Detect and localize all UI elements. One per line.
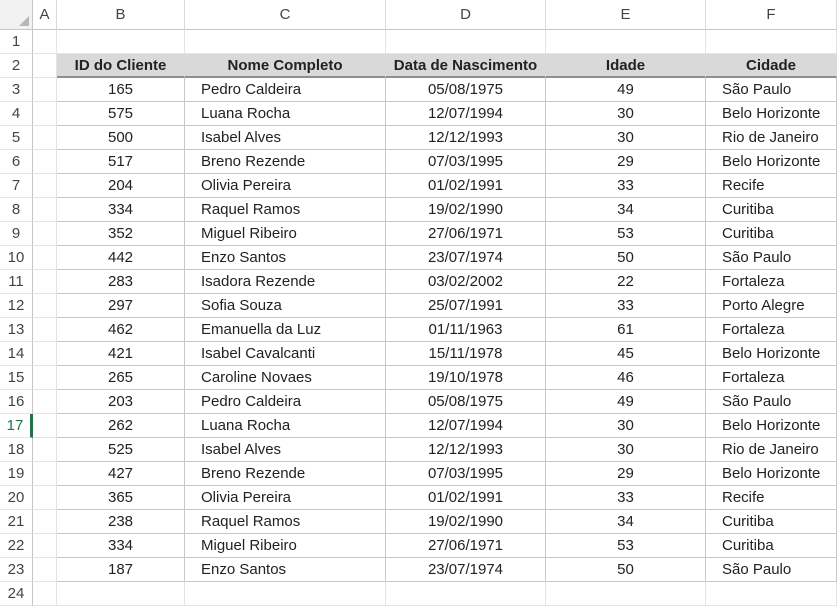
table-cell[interactable]: 19/02/1990 <box>386 198 546 222</box>
table-row <box>33 510 837 534</box>
table-row <box>33 198 837 222</box>
table-header-cell[interactable]: Cidade <box>706 54 837 78</box>
table-cell[interactable]: Sofia Souza <box>185 294 386 318</box>
table-cell[interactable]: Curitiba <box>706 198 837 222</box>
table-cell[interactable]: 575 <box>57 102 185 126</box>
row-header-4[interactable]: 4 <box>0 102 33 126</box>
cell[interactable] <box>33 270 57 294</box>
table-cell[interactable]: São Paulo <box>706 78 837 102</box>
row-header-18[interactable]: 18 <box>0 438 33 462</box>
row-header-9[interactable]: 9 <box>0 222 33 246</box>
table-cell[interactable]: São Paulo <box>706 558 837 582</box>
row-header-19[interactable]: 19 <box>0 462 33 486</box>
table-cell[interactable]: 19/10/1978 <box>386 366 546 390</box>
table-cell[interactable]: 462 <box>57 318 185 342</box>
table-cell[interactable]: Enzo Santos <box>185 558 386 582</box>
cell[interactable] <box>33 414 57 438</box>
cell[interactable] <box>33 438 57 462</box>
table-cell[interactable]: Fortaleza <box>706 270 837 294</box>
table-row <box>33 462 837 486</box>
table-cell[interactable]: 442 <box>57 246 185 270</box>
cell[interactable] <box>33 534 57 558</box>
column-header-a[interactable]: A <box>33 0 57 30</box>
table-row <box>33 366 837 390</box>
cell[interactable] <box>33 102 57 126</box>
table-row <box>33 318 837 342</box>
table-cell[interactable]: 165 <box>57 78 185 102</box>
table-cell[interactable]: 45 <box>546 342 706 366</box>
row-header-20[interactable]: 20 <box>0 486 33 510</box>
table-cell[interactable]: Breno Rezende <box>185 462 386 486</box>
table-cell[interactable]: 34 <box>546 510 706 534</box>
table-cell[interactable]: Fortaleza <box>706 366 837 390</box>
table-cell[interactable]: Belo Horizonte <box>706 342 837 366</box>
row-headers <box>0 30 33 606</box>
table-cell[interactable]: Raquel Ramos <box>185 198 386 222</box>
table-cell[interactable]: 29 <box>546 150 706 174</box>
table-row <box>33 222 837 246</box>
row-header-15[interactable]: 15 <box>0 366 33 390</box>
table-cell[interactable]: 525 <box>57 438 185 462</box>
table-row <box>33 558 837 582</box>
cell[interactable] <box>33 126 57 150</box>
row-header-14[interactable]: 14 <box>0 342 33 366</box>
cell[interactable] <box>386 30 546 54</box>
cell[interactable] <box>33 582 57 606</box>
cell[interactable] <box>33 246 57 270</box>
table-cell[interactable]: 334 <box>57 198 185 222</box>
row-header-23[interactable]: 23 <box>0 558 33 582</box>
table-cell[interactable]: 53 <box>546 534 706 558</box>
table-cell[interactable]: 01/02/1991 <box>386 174 546 198</box>
table-row <box>33 150 837 174</box>
table-cell[interactable]: 49 <box>546 390 706 414</box>
cell[interactable] <box>33 54 57 78</box>
table-cell[interactable]: Fortaleza <box>706 318 837 342</box>
cell[interactable] <box>33 366 57 390</box>
row-header-3[interactable]: 3 <box>0 78 33 102</box>
cell[interactable] <box>706 30 837 54</box>
table-cell[interactable]: 23/07/1974 <box>386 246 546 270</box>
table-cell[interactable]: Porto Alegre <box>706 294 837 318</box>
table-cell[interactable]: 05/08/1975 <box>386 390 546 414</box>
cell[interactable] <box>546 30 706 54</box>
cell[interactable] <box>33 198 57 222</box>
row-header-5[interactable]: 5 <box>0 126 33 150</box>
table-cell[interactable]: 500 <box>57 126 185 150</box>
table-cell[interactable]: 33 <box>546 174 706 198</box>
table-cell[interactable]: 01/11/1963 <box>386 318 546 342</box>
table-cell[interactable]: Breno Rezende <box>185 150 386 174</box>
cell[interactable] <box>33 30 57 54</box>
table-cell[interactable]: Miguel Ribeiro <box>185 534 386 558</box>
table-cell[interactable]: 07/03/1995 <box>386 150 546 174</box>
empty-row <box>33 582 837 606</box>
table-row <box>33 174 837 198</box>
cell[interactable] <box>185 30 386 54</box>
row-header-6[interactable]: 6 <box>0 150 33 174</box>
table-cell[interactable]: Rio de Janeiro <box>706 438 837 462</box>
table-cell[interactable]: Olivia Pereira <box>185 486 386 510</box>
table-cell[interactable]: 46 <box>546 366 706 390</box>
table-cell[interactable]: 12/12/1993 <box>386 126 546 150</box>
table-cell[interactable]: 187 <box>57 558 185 582</box>
select-all-button[interactable] <box>0 0 33 30</box>
table-row <box>33 126 837 150</box>
table-row <box>33 102 837 126</box>
column-headers <box>33 0 837 30</box>
table-row <box>33 390 837 414</box>
table-cell[interactable]: Caroline Novaes <box>185 366 386 390</box>
table-cell[interactable]: 238 <box>57 510 185 534</box>
table-cell[interactable]: 12/12/1993 <box>386 438 546 462</box>
cell[interactable] <box>33 486 57 510</box>
table-header-cell[interactable]: Idade <box>546 54 706 78</box>
table-row <box>33 486 837 510</box>
cell[interactable] <box>33 510 57 534</box>
table-cell[interactable]: 30 <box>546 126 706 150</box>
cell[interactable] <box>33 78 57 102</box>
table-row <box>33 534 837 558</box>
table-cell[interactable]: 27/06/1971 <box>386 534 546 558</box>
table-cell[interactable]: 265 <box>57 366 185 390</box>
row-header-12[interactable]: 12 <box>0 294 33 318</box>
table-cell[interactable]: 19/02/1990 <box>386 510 546 534</box>
table-cell[interactable]: 49 <box>546 78 706 102</box>
table-cell[interactable]: 262 <box>57 414 185 438</box>
cell[interactable] <box>546 582 706 606</box>
table-cell[interactable]: Emanuella da Luz <box>185 318 386 342</box>
column-header-c[interactable]: C <box>185 0 386 30</box>
table-cell[interactable]: Belo Horizonte <box>706 150 837 174</box>
cell[interactable] <box>386 582 546 606</box>
table-cell[interactable]: 427 <box>57 462 185 486</box>
table-cell[interactable]: 27/06/1971 <box>386 222 546 246</box>
column-header-d[interactable]: D <box>386 0 546 30</box>
table-cell[interactable]: Isabel Alves <box>185 126 386 150</box>
table-header-cell[interactable]: ID do Cliente <box>57 54 185 78</box>
table-cell[interactable]: 07/03/1995 <box>386 462 546 486</box>
cell[interactable] <box>706 582 837 606</box>
table-cell[interactable]: 25/07/1991 <box>386 294 546 318</box>
table-cell[interactable]: Pedro Caldeira <box>185 78 386 102</box>
table-row <box>33 342 837 366</box>
row-header-16[interactable]: 16 <box>0 390 33 414</box>
table-cell[interactable]: Belo Horizonte <box>706 414 837 438</box>
table-cell[interactable]: Luana Rocha <box>185 102 386 126</box>
table-cell[interactable]: São Paulo <box>706 246 837 270</box>
row-header-8[interactable]: 8 <box>0 198 33 222</box>
table-row <box>33 78 837 102</box>
table-cell[interactable]: 297 <box>57 294 185 318</box>
table-cell[interactable]: 05/08/1975 <box>386 78 546 102</box>
cell[interactable] <box>33 390 57 414</box>
table-cell[interactable]: 33 <box>546 486 706 510</box>
table-cell[interactable]: 283 <box>57 270 185 294</box>
table-cell[interactable]: Recife <box>706 486 837 510</box>
table-cell[interactable]: 53 <box>546 222 706 246</box>
table-cell[interactable]: 50 <box>546 246 706 270</box>
cell[interactable] <box>33 294 57 318</box>
table-header-row <box>33 54 837 78</box>
table-cell[interactable]: 517 <box>57 150 185 174</box>
table-row <box>33 414 837 438</box>
table-cell[interactable]: Rio de Janeiro <box>706 126 837 150</box>
table-cell[interactable]: 50 <box>546 558 706 582</box>
table-cell[interactable]: Curitiba <box>706 222 837 246</box>
table-cell[interactable]: Curitiba <box>706 510 837 534</box>
table-cell[interactable]: 15/11/1978 <box>386 342 546 366</box>
table-cell[interactable]: Isabel Alves <box>185 438 386 462</box>
table-header-cell[interactable]: Data de Nascimento <box>386 54 546 78</box>
table-cell[interactable]: 22 <box>546 270 706 294</box>
table-header-cell[interactable]: Nome Completo <box>185 54 386 78</box>
row-header-11[interactable]: 11 <box>0 270 33 294</box>
table-cell[interactable]: 12/07/1994 <box>386 414 546 438</box>
column-header-e[interactable]: E <box>546 0 706 30</box>
cell[interactable] <box>33 150 57 174</box>
row-header-22[interactable]: 22 <box>0 534 33 558</box>
row-header-1[interactable]: 1 <box>0 30 33 54</box>
column-header-b[interactable]: B <box>57 0 185 30</box>
table-cell[interactable]: 365 <box>57 486 185 510</box>
table-cell[interactable]: 352 <box>57 222 185 246</box>
column-header-f[interactable]: F <box>706 0 837 30</box>
cell[interactable] <box>33 342 57 366</box>
table-cell[interactable]: Raquel Ramos <box>185 510 386 534</box>
empty-row <box>33 30 837 54</box>
table-cell[interactable]: 01/02/1991 <box>386 486 546 510</box>
table-cell[interactable]: 03/02/2002 <box>386 270 546 294</box>
table-row <box>33 270 837 294</box>
table-cell[interactable]: 30 <box>546 414 706 438</box>
row-header-13[interactable]: 13 <box>0 318 33 342</box>
row-header-17[interactable]: 17 <box>0 414 33 438</box>
cell[interactable] <box>33 318 57 342</box>
row-header-2[interactable]: 2 <box>0 54 33 78</box>
cell[interactable] <box>33 174 57 198</box>
table-row <box>33 246 837 270</box>
table-cell[interactable]: Enzo Santos <box>185 246 386 270</box>
table-cell[interactable]: 30 <box>546 102 706 126</box>
table-cell[interactable]: Isadora Rezende <box>185 270 386 294</box>
table-cell[interactable]: Olivia Pereira <box>185 174 386 198</box>
table-cell[interactable]: Luana Rocha <box>185 414 386 438</box>
cell[interactable] <box>33 222 57 246</box>
table-row <box>33 294 837 318</box>
table-cell[interactable]: 34 <box>546 198 706 222</box>
cell[interactable] <box>33 558 57 582</box>
cell-grid <box>33 30 837 606</box>
table-cell[interactable]: 421 <box>57 342 185 366</box>
table-cell[interactable]: 30 <box>546 438 706 462</box>
row-header-24[interactable]: 24 <box>0 582 33 606</box>
table-cell[interactable]: Pedro Caldeira <box>185 390 386 414</box>
row-header-7[interactable]: 7 <box>0 174 33 198</box>
row-header-21[interactable]: 21 <box>0 510 33 534</box>
table-cell[interactable]: Isabel Cavalcanti <box>185 342 386 366</box>
table-row <box>33 438 837 462</box>
table-cell[interactable]: Belo Horizonte <box>706 462 837 486</box>
table-cell[interactable]: 23/07/1974 <box>386 558 546 582</box>
cell[interactable] <box>185 582 386 606</box>
table-cell[interactable]: 204 <box>57 174 185 198</box>
cell[interactable] <box>33 462 57 486</box>
table-cell[interactable]: 33 <box>546 294 706 318</box>
cell[interactable] <box>57 582 185 606</box>
table-cell[interactable]: Curitiba <box>706 534 837 558</box>
table-cell[interactable]: 12/07/1994 <box>386 102 546 126</box>
table-cell[interactable]: Belo Horizonte <box>706 102 837 126</box>
cell[interactable] <box>57 30 185 54</box>
table-cell[interactable]: 203 <box>57 390 185 414</box>
table-cell[interactable]: Recife <box>706 174 837 198</box>
table-cell[interactable]: Miguel Ribeiro <box>185 222 386 246</box>
table-cell[interactable]: 61 <box>546 318 706 342</box>
table-cell[interactable]: 29 <box>546 462 706 486</box>
table-cell[interactable]: 334 <box>57 534 185 558</box>
row-header-10[interactable]: 10 <box>0 246 33 270</box>
table-cell[interactable]: São Paulo <box>706 390 837 414</box>
